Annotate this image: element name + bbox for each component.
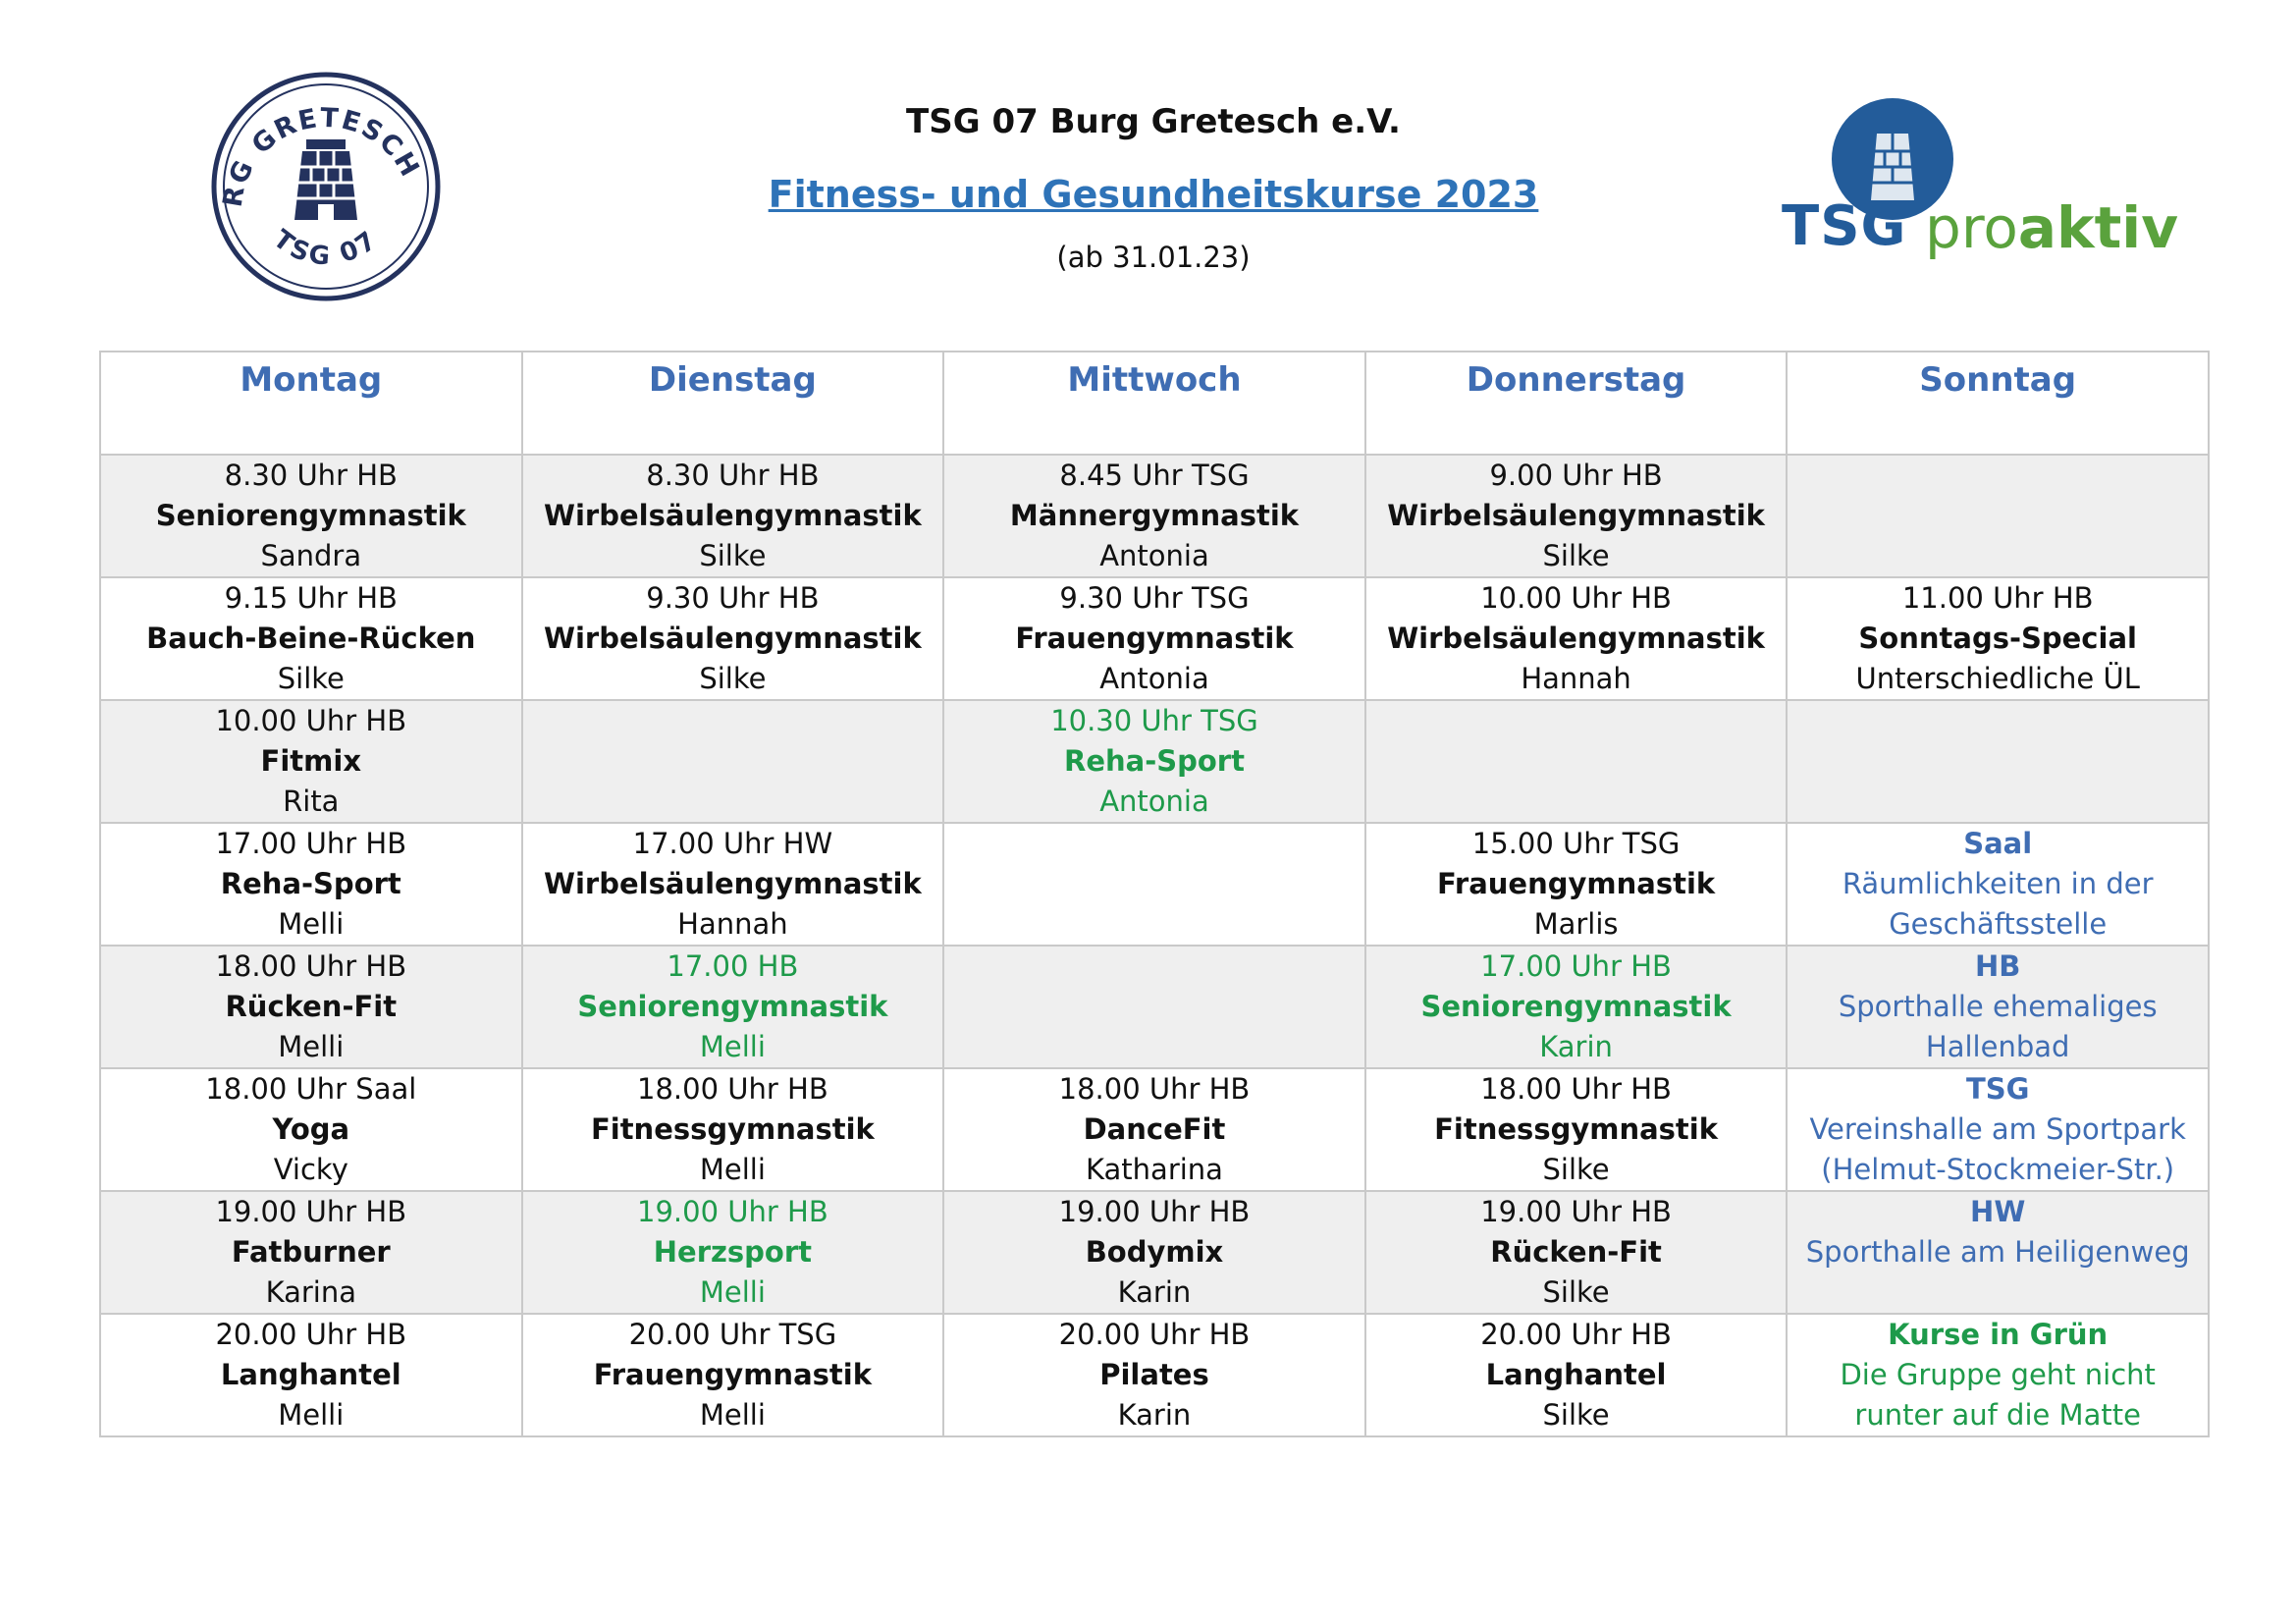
course-trainer: Silke: [1542, 539, 1610, 572]
course-time: 20.00 Uhr TSG: [628, 1318, 837, 1351]
course-name: Yoga: [272, 1112, 350, 1146]
course-time: 9.00 Uhr HB: [1489, 459, 1663, 492]
course-time: 20.00 Uhr HB: [1058, 1318, 1251, 1351]
course-trainer: Melli: [699, 1030, 766, 1063]
logo-proaktiv-text: proaktiv: [1925, 194, 2178, 261]
legend-title: Saal: [1963, 827, 2033, 860]
course-time: 20.00 Uhr HB: [215, 1318, 407, 1351]
course-time: 10.00 Uhr HB: [215, 704, 407, 737]
course-name: Wirbelsäulengymnastik: [1387, 622, 1765, 655]
course-trainer: Silke: [1542, 1398, 1610, 1432]
course-name: Männergymnastik: [1009, 499, 1300, 532]
weekday-header: Dienstag: [522, 352, 944, 455]
location-legend-cell: [1787, 823, 2209, 946]
course-name: Wirbelsäulengymnastik: [544, 622, 922, 655]
organization-title: TSG 07 Burg Gretesch e.V.: [906, 102, 1401, 141]
tsg-proaktiv-logo: [1782, 98, 2178, 265]
schedule-row: [100, 946, 2209, 1068]
course-time: 17.00 HB: [667, 949, 799, 983]
course-cell: [943, 1191, 1365, 1314]
course-name: Herzsport: [653, 1235, 812, 1269]
course-time: 9.30 Uhr HB: [646, 581, 820, 615]
course-name: Frauengymnastik: [593, 1358, 872, 1391]
course-time: 8.30 Uhr HB: [224, 459, 398, 492]
course-cell: [1365, 455, 1788, 577]
course-name: Seniorengymnastik: [1420, 990, 1732, 1023]
course-time: 17.00 Uhr HW: [632, 827, 833, 860]
course-cell: [943, 577, 1365, 700]
course-cell: [943, 700, 1365, 823]
course-time: 8.30 Uhr HB: [646, 459, 820, 492]
legend-title: HW: [1970, 1195, 2026, 1228]
location-legend-cell: [1787, 946, 2209, 1068]
weekday-header-row: [100, 352, 2209, 455]
course-cell: [1365, 700, 1788, 823]
course-cell: [1365, 1068, 1788, 1191]
course-trainer: Vicky: [273, 1153, 348, 1186]
course-cell: [943, 1314, 1365, 1436]
course-trainer: Unterschiedliche ÜL: [1855, 662, 2140, 695]
course-time: 18.00 Uhr Saal: [205, 1072, 417, 1106]
legend-description: Die Gruppe geht nicht runter auf die Matte: [1840, 1358, 2156, 1432]
course-name: Rücken-Fit: [1490, 1235, 1662, 1269]
course-time: 9.15 Uhr HB: [224, 581, 398, 615]
course-cell: [943, 455, 1365, 577]
weekday-header: Mittwoch: [943, 352, 1365, 455]
course-name: Sonntags-Special: [1858, 622, 2137, 655]
course-name: Rücken-Fit: [225, 990, 398, 1023]
schedule-row: [100, 700, 2209, 823]
course-cell: [1787, 577, 2209, 700]
course-trainer: Melli: [278, 1398, 345, 1432]
course-cell: [100, 577, 522, 700]
course-name: Frauengymnastik: [1015, 622, 1294, 655]
course-name: Seniorengymnastik: [577, 990, 888, 1023]
schedule-row: [100, 577, 2209, 700]
seal-bottom-text: TSG 07: [267, 224, 385, 272]
course-schedule-table: [99, 351, 2210, 1437]
course-trainer: Melli: [278, 907, 345, 941]
course-cell: [522, 1314, 944, 1436]
course-trainer: Antonia: [1099, 539, 1209, 572]
logo-tsg-text: TSG: [1782, 194, 1907, 258]
course-trainer: Hannah: [1521, 662, 1631, 695]
course-trainer: Karina: [265, 1275, 356, 1309]
course-trainer: Hannah: [677, 907, 788, 941]
legend-description: Sporthalle ehemaliges Hallenbad: [1838, 990, 2158, 1063]
course-cell: [100, 946, 522, 1068]
course-cell: [1365, 577, 1788, 700]
course-time: 18.00 Uhr HB: [637, 1072, 828, 1106]
course-time: 10.00 Uhr HB: [1480, 581, 1672, 615]
course-cell: [943, 823, 1365, 946]
course-name: Wirbelsäulengymnastik: [1387, 499, 1765, 532]
course-trainer: Katharina: [1086, 1153, 1223, 1186]
course-cell: [1365, 823, 1788, 946]
course-cell: [522, 577, 944, 700]
course-time: 11.00 Uhr HB: [1901, 581, 2094, 615]
course-trainer: Silke: [699, 539, 767, 572]
course-trainer: Melli: [699, 1275, 766, 1309]
course-trainer: Silke: [277, 662, 345, 695]
course-time: 19.00 Uhr HB: [637, 1195, 828, 1228]
course-cell: [100, 1314, 522, 1436]
page-header: [687, 98, 1620, 277]
course-trainer: Antonia: [1099, 785, 1209, 818]
course-time: 18.00 Uhr HB: [215, 949, 407, 983]
legend-description: Räumlichkeiten in der Geschäftsstelle: [1842, 867, 2154, 941]
course-program-title: Fitness- und Gesundheitskurse 2023: [768, 173, 1539, 216]
course-name: Fatburner: [231, 1235, 391, 1269]
course-cell: [1787, 700, 2209, 823]
course-cell: [522, 1068, 944, 1191]
course-cell: [100, 1191, 522, 1314]
course-time: 10.30 Uhr TSG: [1050, 704, 1258, 737]
course-name: Bodymix: [1085, 1235, 1224, 1269]
course-cell: [522, 455, 944, 577]
course-time: 19.00 Uhr HB: [1480, 1195, 1672, 1228]
course-cell: [522, 823, 944, 946]
course-name: Reha-Sport: [1063, 744, 1245, 778]
course-name: Pilates: [1099, 1358, 1209, 1391]
course-name: Seniorengymnastik: [155, 499, 466, 532]
schedule-row: [100, 1068, 2209, 1191]
course-trainer: Silke: [1542, 1275, 1610, 1309]
weekday-header: Sonntag: [1787, 352, 2209, 455]
course-trainer: Silke: [699, 662, 767, 695]
location-legend-cell: [1787, 1191, 2209, 1314]
legend-title: TSG: [1965, 1072, 2030, 1106]
location-legend-cell: [1787, 1314, 2209, 1436]
svg-text:TSG 07: [268, 225, 385, 272]
course-time: 18.00 Uhr HB: [1480, 1072, 1672, 1106]
burg-gretesch-seal-logo: [210, 71, 442, 302]
course-cell: [1365, 946, 1788, 1068]
course-cell: [522, 946, 944, 1068]
course-trainer: Melli: [278, 1030, 345, 1063]
course-name: Langhantel: [220, 1358, 401, 1391]
course-name: Fitmix: [260, 744, 362, 778]
course-cell: [522, 700, 944, 823]
course-trainer: Melli: [699, 1398, 766, 1432]
course-trainer: Silke: [1542, 1153, 1610, 1186]
course-name: Bauch-Beine-Rücken: [146, 622, 476, 655]
legend-title: Kurse in Grün: [1888, 1318, 2109, 1351]
valid-from-note: (ab 31.01.23): [1056, 241, 1251, 274]
course-cell: [100, 823, 522, 946]
course-trainer: Karin: [1539, 1030, 1613, 1063]
location-legend-cell: [1787, 1068, 2209, 1191]
course-trainer: Rita: [283, 785, 340, 818]
course-time: 15.00 Uhr TSG: [1471, 827, 1681, 860]
weekday-header: Montag: [100, 352, 522, 455]
course-trainer: Marlis: [1533, 907, 1619, 941]
course-name: Frauengymnastik: [1436, 867, 1716, 900]
course-name: Wirbelsäulengymnastik: [544, 499, 922, 532]
course-cell: [100, 1068, 522, 1191]
course-cell: [943, 1068, 1365, 1191]
schedule-row: [100, 823, 2209, 946]
course-time: 20.00 Uhr HB: [1480, 1318, 1672, 1351]
course-time: 9.30 Uhr TSG: [1059, 581, 1250, 615]
course-cell: [1365, 1191, 1788, 1314]
course-cell: [522, 1191, 944, 1314]
course-time: 8.45 Uhr TSG: [1059, 459, 1250, 492]
course-name: Reha-Sport: [220, 867, 401, 900]
course-trainer: Antonia: [1099, 662, 1209, 695]
course-name: DanceFit: [1083, 1112, 1226, 1146]
course-trainer: Karin: [1117, 1275, 1192, 1309]
course-time: 17.00 Uhr HB: [215, 827, 407, 860]
legend-description: Vereinshalle am Sportpark (Helmut-Stockmeier-Str.): [1809, 1112, 2186, 1186]
schedule-row: [100, 1191, 2209, 1314]
course-name: Fitnessgymnastik: [1434, 1112, 1719, 1146]
course-time: 19.00 Uhr HB: [215, 1195, 407, 1228]
course-cell: [100, 700, 522, 823]
legend-title: HB: [1975, 949, 2021, 983]
course-name: Langhantel: [1485, 1358, 1667, 1391]
course-cell: [100, 455, 522, 577]
course-time: 18.00 Uhr HB: [1058, 1072, 1251, 1106]
course-trainer: Sandra: [260, 539, 362, 572]
schedule-row: [100, 455, 2209, 577]
course-name: Fitnessgymnastik: [590, 1112, 875, 1146]
course-name: Wirbelsäulengymnastik: [544, 867, 922, 900]
course-trainer: Karin: [1117, 1398, 1192, 1432]
course-cell: [943, 946, 1365, 1068]
course-cell: [1365, 1314, 1788, 1436]
legend-description: Sporthalle am Heiligenweg: [1805, 1235, 2190, 1269]
schedule-row: [100, 1314, 2209, 1436]
course-trainer: Melli: [699, 1153, 766, 1186]
course-time: 17.00 Uhr HB: [1480, 949, 1672, 983]
course-cell: [1787, 455, 2209, 577]
seal-top-text: RG GRETESCH: [217, 102, 426, 210]
course-time: 19.00 Uhr HB: [1058, 1195, 1251, 1228]
weekday-header: Donnerstag: [1365, 352, 1788, 455]
